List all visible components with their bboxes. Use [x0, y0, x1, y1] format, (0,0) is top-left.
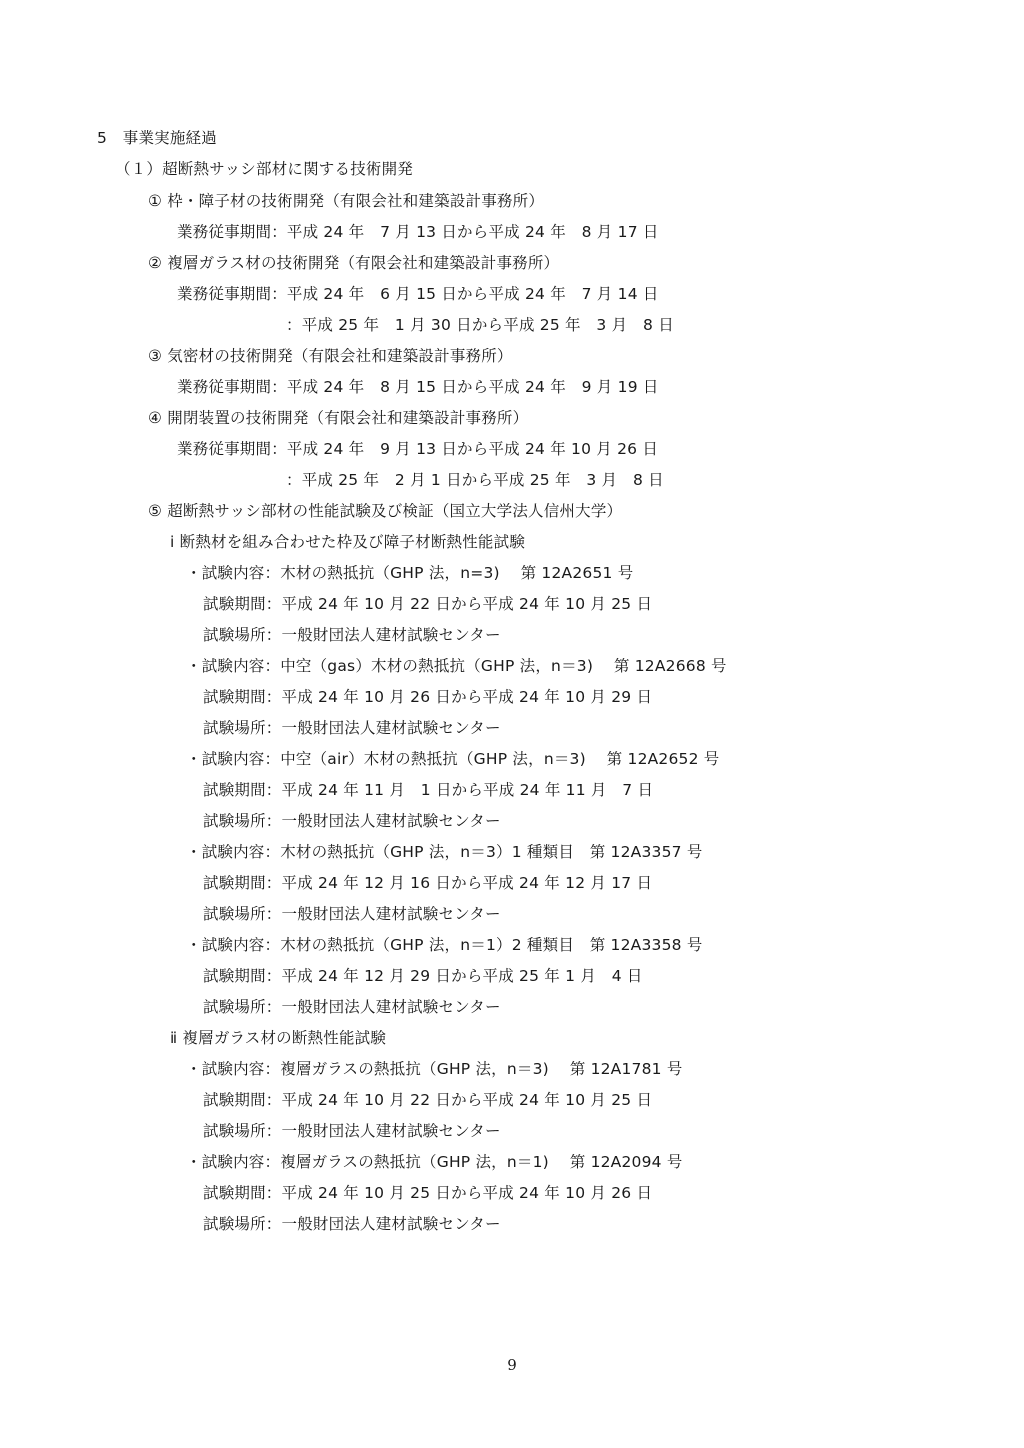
text-line: 業務従事期間：平成 24 年 6 月 15 日から平成 24 年 7 月 14 日 — [177, 285, 659, 303]
text-line: ⑤ 超断熱サッシ部材の性能試験及び検証（国立大学法人信州大学） — [148, 502, 623, 520]
page-number: 9 — [507, 1356, 517, 1374]
text-line: 試験期間：平成 24 年 10 月 25 日から平成 24 年 10 月 26 日 — [203, 1184, 653, 1202]
text-line: 業務従事期間：平成 24 年 7 月 13 日から平成 24 年 8 月 17 日 — [177, 223, 659, 241]
text-line: 5 事業実施経過 — [97, 129, 217, 147]
text-line: ：平成 25 年 1 月 30 日から平成 25 年 3 月 8 日 — [286, 316, 674, 334]
text-line: 業務従事期間：平成 24 年 9 月 13 日から平成 24 年 10 月 26 日 — [177, 440, 659, 458]
text-line: 試験場所：一般財団法人建材試験センター — [203, 626, 501, 644]
text-line: 試験期間：平成 24 年 12 月 16 日から平成 24 年 12 月 17 日 — [203, 874, 653, 892]
text-line: ④ 開閉装置の技術開発（有限会社和建築設計事務所） — [148, 409, 529, 427]
text-line: ⅰ 断熱材を組み合わせた枠及び障子材断熱性能試験 — [170, 533, 526, 551]
text-line: 試験場所：一般財団法人建材試験センター — [203, 812, 501, 830]
text-line: 業務従事期間：平成 24 年 8 月 15 日から平成 24 年 9 月 19 日 — [177, 378, 659, 396]
text-line: ・試験内容：木材の熱抵抗（GHP 法，n=3) 第 12A2651 号 — [186, 564, 634, 582]
text-line: 試験期間：平成 24 年 10 月 26 日から平成 24 年 10 月 29 日 — [203, 688, 653, 706]
text-line: 試験場所：一般財団法人建材試験センター — [203, 1215, 501, 1233]
text-line: （１）超断熱サッシ部材に関する技術開発 — [115, 160, 413, 178]
text-line: ・試験内容：中空（air）木材の熱抵抗（GHP 法，n＝3) 第 12A2652 号 — [186, 750, 720, 768]
text-line: ・試験内容：木材の熱抵抗（GHP 法，n＝3）1 種類目 第 12A3357 号 — [186, 843, 703, 861]
text-line: ・試験内容：中空（gas）木材の熱抵抗（GHP 法，n＝3) 第 12A2668 号 — [186, 657, 727, 675]
text-line: ・試験内容：複層ガラスの熱抵抗（GHP 法，n＝1) 第 12A2094 号 — [186, 1153, 683, 1171]
text-line: 試験場所：一般財団法人建材試験センター — [203, 719, 501, 737]
text-line: 試験場所：一般財団法人建材試験センター — [203, 1122, 501, 1140]
text-line: ：平成 25 年 2 月 1 日から平成 25 年 3 月 8 日 — [286, 471, 664, 489]
text-line: 試験期間：平成 24 年 10 月 22 日から平成 24 年 10 月 25 日 — [203, 1091, 653, 1109]
text-line: ③ 気密材の技術開発（有限会社和建築設計事務所） — [148, 347, 513, 365]
text-line: ② 複層ガラス材の技術開発（有限会社和建築設計事務所） — [148, 254, 560, 272]
text-line: 試験期間：平成 24 年 10 月 22 日から平成 24 年 10 月 25 日 — [203, 595, 653, 613]
text-line: ⅱ 複層ガラス材の断熱性能試験 — [170, 1029, 387, 1047]
text-line: ・試験内容：木材の熱抵抗（GHP 法，n＝1）2 種類目 第 12A3358 号 — [186, 936, 703, 954]
text-line: 試験場所：一般財団法人建材試験センター — [203, 998, 501, 1016]
text-line: ① 枠・障子材の技術開発（有限会社和建築設計事務所） — [148, 192, 545, 210]
text-line: 試験場所：一般財団法人建材試験センター — [203, 905, 501, 923]
text-line: ・試験内容：複層ガラスの熱抵抗（GHP 法，n＝3) 第 12A1781 号 — [186, 1060, 683, 1078]
text-line: 試験期間：平成 24 年 11 月 1 日から平成 24 年 11 月 7 日 — [203, 781, 654, 799]
text-line: 試験期間：平成 24 年 12 月 29 日から平成 25 年 1 月 4 日 — [203, 967, 643, 985]
